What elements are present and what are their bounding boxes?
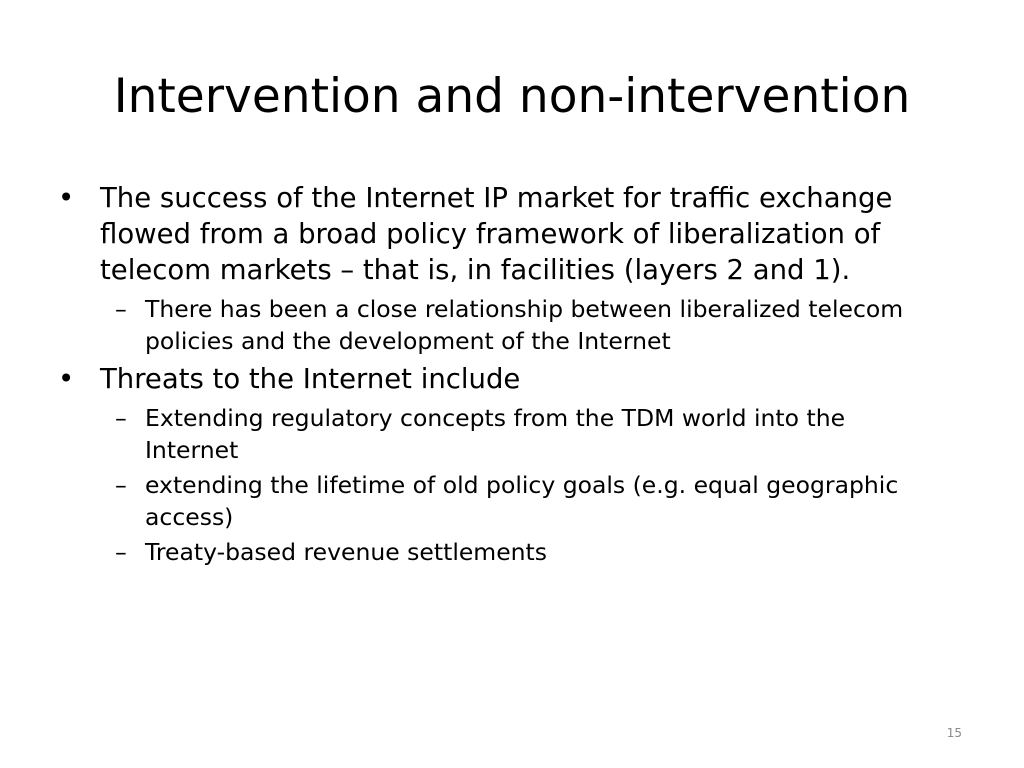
dash-icon: – <box>115 295 127 323</box>
sub-bullet-text: extending the lifetime of old policy goals (e.g. equal geographic access) <box>145 471 899 531</box>
bullet-icon: • <box>58 363 75 395</box>
slide-title: Intervention and non-intervention <box>113 69 911 124</box>
bullet-item <box>58 361 958 569</box>
bullet-list <box>58 180 958 573</box>
sub-bullet-item <box>100 537 935 569</box>
page-number: 15 <box>946 726 962 740</box>
sub-bullet-item <box>100 294 935 357</box>
dash-icon: – <box>115 538 127 566</box>
dash-icon: – <box>115 471 127 499</box>
sub-bullet-text: Treaty-based revenue settlements <box>145 538 548 566</box>
sub-bullet-list <box>100 294 958 357</box>
sub-bullet-item <box>100 403 935 466</box>
bullet-text: The success of the Internet IP market for traffic exchange flowed from a broad policy framework of liberalization of telecom markets – that is, in facilities (layers 2 and 1). <box>100 182 893 286</box>
dash-icon: – <box>115 404 127 432</box>
bullet-item <box>58 180 958 357</box>
sub-bullet-list <box>100 403 958 569</box>
sub-bullet-text: Extending regulatory concepts from the TDM world into the Internet <box>145 404 846 464</box>
bullet-text: Threats to the Internet include <box>100 363 521 395</box>
sub-bullet-item <box>100 470 935 533</box>
bullet-icon: • <box>58 182 75 214</box>
sub-bullet-text: There has been a close relationship between liberalized telecom policies and the development of the Internet <box>145 295 904 355</box>
